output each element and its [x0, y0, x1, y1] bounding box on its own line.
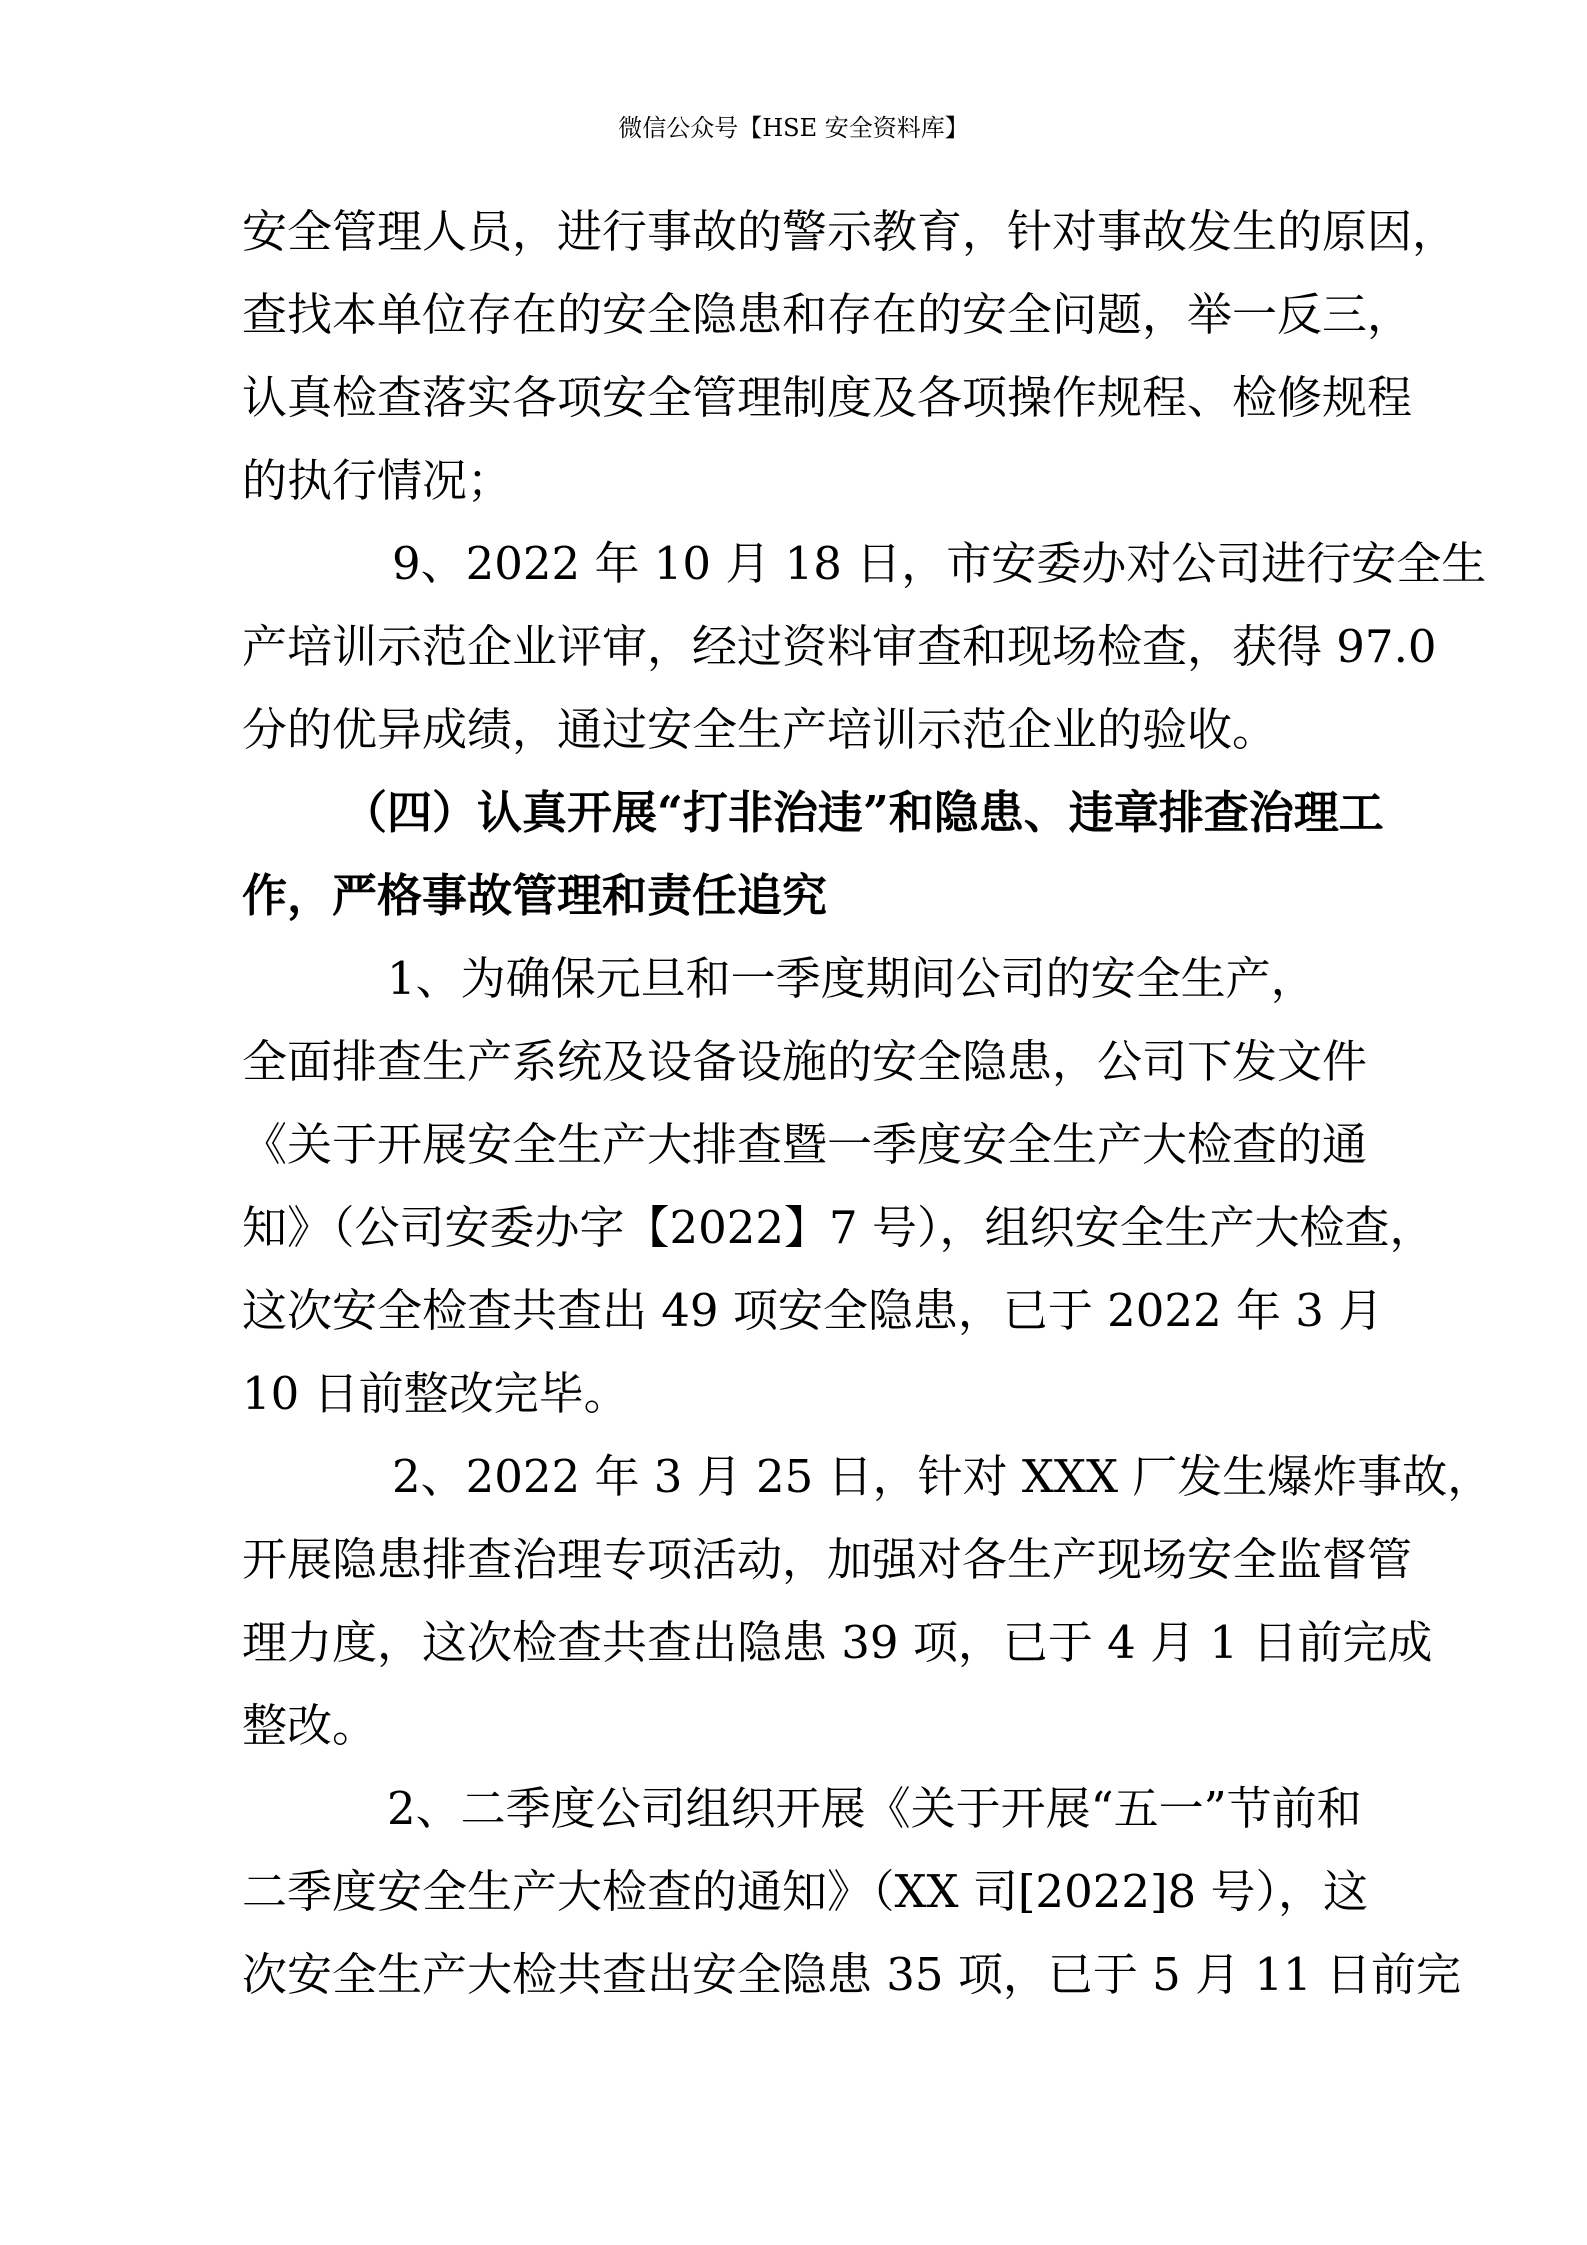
- text-line: 1、为确保元旦和一季度期间公司的安全生产，: [387, 952, 1316, 1005]
- text-line: 2、2022 年 3 月 25 日，针对 XXX 厂发生爆炸事故，: [392, 1450, 1493, 1503]
- text-line: 查找本单位存在的安全隐患和存在的安全问题，举一反三，: [242, 288, 1413, 341]
- text-line: 产培训示范企业评审，经过资料审查和现场检查，获得 97.0: [242, 620, 1437, 673]
- paragraph-2: [242, 522, 1487, 771]
- text-line: 10 日前整改完毕。: [242, 1367, 629, 1420]
- paragraph-5: [242, 1767, 1461, 2016]
- paragraph-1: [242, 190, 1458, 522]
- text-line: 开展隐患排查治理专项活动，加强对各生产现场安全监督管: [242, 1533, 1413, 1586]
- text-line: 二季度安全生产大检查的通知》（XX 司[2022]8 号），这: [242, 1865, 1368, 1918]
- page-header: 微信公众号【HSE 安全资料库】: [618, 114, 969, 142]
- text-line: 《关于开展安全生产大排查暨一季度安全生产大检查的通: [242, 1118, 1368, 1171]
- heading-line: 作，严格事故管理和责任追究: [242, 869, 828, 922]
- text-line: 知》（公司安委办字【2022】7 号），组织安全生产大检查，: [242, 1201, 1435, 1254]
- paragraph-3: [242, 937, 1435, 1435]
- document-body: [242, 190, 1493, 2016]
- text-line: 全面排查生产系统及设备设施的安全隐患，公司下发文件: [242, 1035, 1368, 1088]
- text-line: 分的优异成绩，通过安全生产培训示范企业的验收。: [242, 703, 1278, 756]
- text-line: 认真检查落实各项安全管理制度及各项操作规程、检修规程: [242, 371, 1413, 424]
- text-line: 的执行情况；: [242, 454, 513, 507]
- text-line: 2、二季度公司组织开展《关于开展“五一”节前和: [387, 1782, 1362, 1835]
- paragraph-4: [242, 1435, 1493, 1767]
- text-line: 理力度，这次检查共查出隐患 39 项，已于 4 月 1 日前完成: [242, 1616, 1433, 1669]
- text-line: 次安全生产大检共查出安全隐患 35 项，已于 5 月 11 日前完: [242, 1948, 1461, 2001]
- heading-line: （四）认真开展“打非治违”和隐患、违章排查治理工: [342, 786, 1384, 839]
- section-heading: [242, 771, 1384, 937]
- text-line: 安全管理人员，进行事故的警示教育，针对事故发生的原因，: [242, 205, 1458, 258]
- text-line: 这次安全检查共查出 49 项安全隐患，已于 2022 年 3 月: [242, 1284, 1384, 1337]
- text-line: 9、2022 年 10 月 18 日，市安委办对公司进行安全生: [392, 537, 1487, 590]
- text-line: 整改。: [242, 1699, 378, 1752]
